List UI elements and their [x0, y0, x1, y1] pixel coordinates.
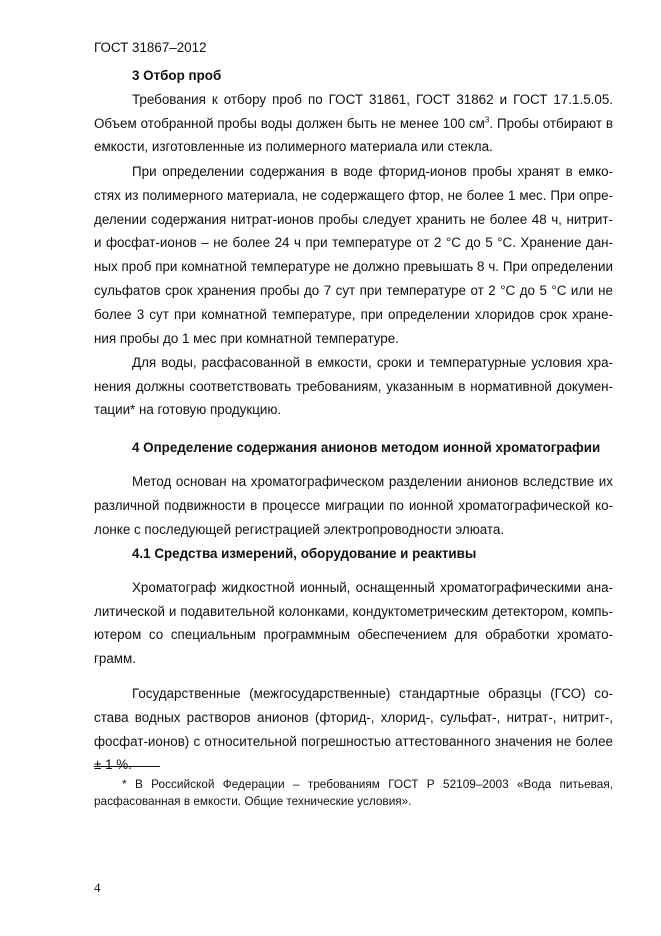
- footnote-line: расфасованная в емкости. Общие технические условия».: [94, 794, 412, 808]
- paragraph-line: сульфатов срок хранения пробы до 7 сут при температуре от 2 °С до 5 °С или не: [94, 283, 613, 298]
- paragraph-line: делении содержания нитрат-ионов пробы следует хранить не более 48 ч, нитрит-: [94, 212, 613, 227]
- paragraph-line: Объем отобранной пробы воды должен быть не менее 100 $см^3$. Пробы отбирают в: [94, 115, 613, 131]
- paragraph-line: При определении содержания в воде фторид-ионов пробы хранят в емко-: [132, 164, 613, 179]
- footnote-divider: [94, 766, 160, 767]
- paragraph-line: нения должны соответствовать требованиям, указанным в нормативной докумен-: [94, 379, 613, 394]
- footnote-line: * В Российской Федерации – требованиям ГОСТ Р 52109–2003 «Вода питьевая,: [122, 777, 613, 791]
- paragraph-line: ± 1 %.: [94, 757, 132, 772]
- paragraph-line: ных проб при комнатной температуре не должно превышать 8 ч. При определении: [94, 259, 613, 274]
- paragraph-line: литической и подавительной колонками, кондуктометрическим детектором, компь-: [94, 604, 613, 619]
- paragraph-line: Для воды, расфасованной в емкости, сроки и температурные условия хра-: [132, 355, 613, 370]
- paragraph-line: ния пробы до 1 мес при комнатной температуре.: [94, 331, 399, 346]
- paragraph-line: различной подвижности в процессе миграции по ионной хроматографической ко-: [94, 498, 613, 513]
- paragraph-line: лонке с последующей регистрацией электропроводности элюата.: [94, 522, 505, 537]
- paragraph-line: стях из полимерного материала, не содержащего фтор, не более 1 мес. При опре-: [94, 188, 613, 203]
- paragraph-line: фосфат-ионов) с относительной погрешностью аттестованного значения не более: [94, 734, 613, 749]
- paragraph-line: Требования к отбору проб по ГОСТ 31861, ГОСТ 31862 и ГОСТ 17.1.5.05.: [132, 92, 613, 107]
- paragraph-line: тации* на готовую продукцию.: [94, 402, 282, 417]
- paragraph-line: Хроматограф жидкостной ионный, оснащенный хроматографическими ана-: [132, 580, 613, 595]
- paragraph-line: става водных растворов анионов (фторид-, хлорид-, сульфат-, нитрат-, нитрит-,: [94, 710, 613, 725]
- paragraph-line: и фосфат-ионов – не более 24 ч при температуре от 2 °С до 5 °С. Хранение дан-: [94, 235, 613, 250]
- subsection-4-1-title: 4.1 Средства измерений, оборудование и реактивы: [132, 546, 477, 561]
- paragraph-line: Метод основан на хроматографическом разделении анионов вследствие их: [132, 474, 613, 489]
- paragraph-line: более 3 сут при комнатной температуре, при определении хлоридов срок хране-: [94, 307, 613, 322]
- paragraph-line: грамм.: [94, 651, 136, 666]
- paragraph-line: Государственные (межгосударственные) стандартные образцы (ГСО) со-: [132, 686, 613, 701]
- paragraph-line: ютером со специальным программным обеспечением для обработки хромато-: [94, 627, 613, 642]
- section-4-title: 4 Определение содержания анионов методом ионной хроматографии: [132, 440, 601, 455]
- document-header: ГОСТ 31867–2012: [94, 40, 207, 55]
- page-number: 4: [94, 880, 101, 895]
- section-3-title: 3 Отбор проб: [132, 68, 222, 83]
- paragraph-line: емкости, изготовленные из полимерного материала или стекла.: [94, 139, 493, 154]
